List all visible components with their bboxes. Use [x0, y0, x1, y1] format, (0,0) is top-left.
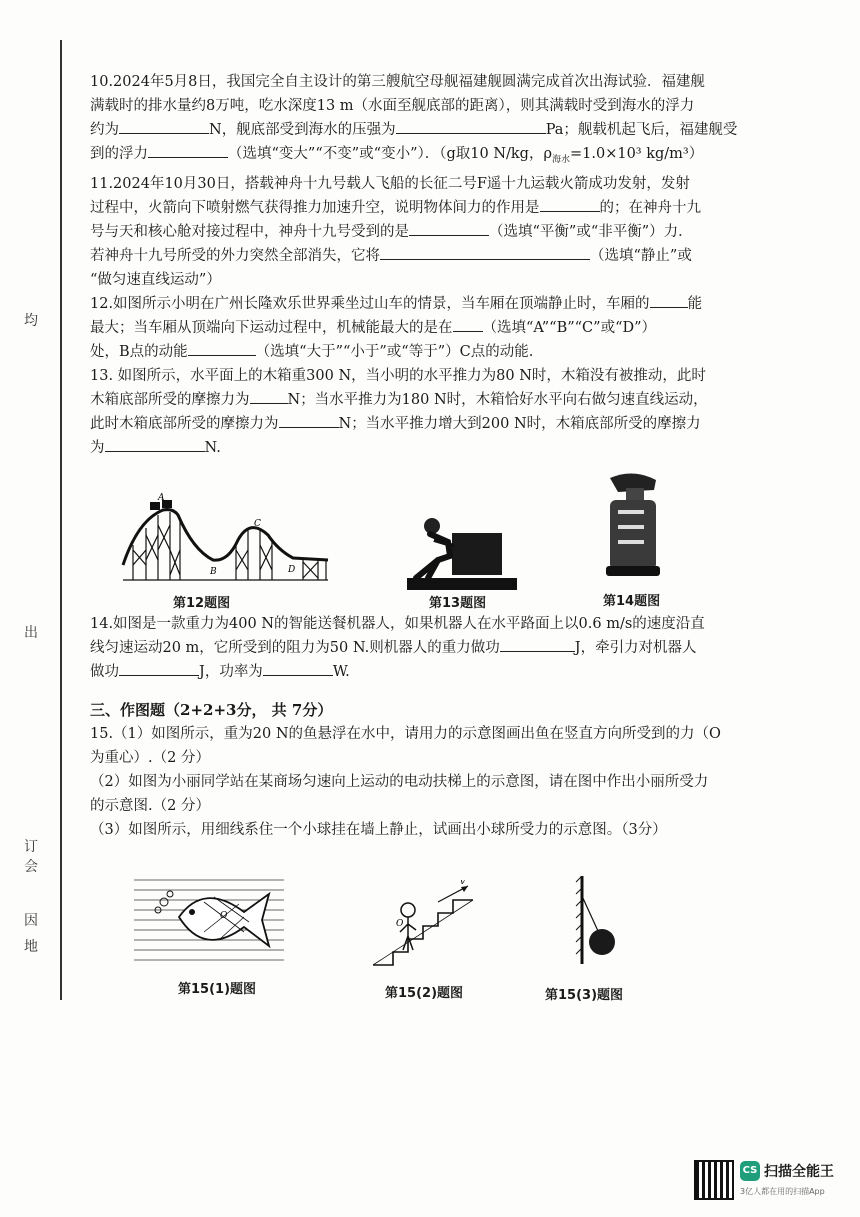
- answer-blank[interactable]: [250, 388, 288, 404]
- q15-2-line1: （2）如图为小丽同学站在某商场匀速向上运动的电动扶梯上的示意图，请在图中作出小丽所受力: [90, 774, 709, 790]
- binding-margin-line: [60, 40, 62, 1000]
- margin-char: 会: [24, 859, 38, 875]
- answer-blank[interactable]: [279, 412, 339, 428]
- question-13: [90, 364, 810, 460]
- answer-blank[interactable]: [500, 636, 575, 652]
- q13-line4: 为 N.: [90, 436, 810, 460]
- answer-blank[interactable]: [148, 142, 228, 158]
- q13-line3: 此时木箱底部所受的摩擦力为 N；当水平推力增大到200 N时，木箱底部所受的摩擦力: [90, 412, 810, 436]
- q14-line2: 线匀速运动20 m，它所受到的阻力为50 N.则机器人的重力做功 J，牵引力对机器人: [90, 636, 810, 660]
- margin-char: 订: [24, 839, 38, 855]
- q11-line4: 若神舟十九号所受的外力突然全部消失，它将 （选填“静止”或: [90, 244, 810, 268]
- cs-logo: CS: [740, 1161, 760, 1181]
- question-14: [90, 612, 810, 684]
- q11-line2: 过程中，火箭向下喷射燃气获得推力加速升空，说明物体间力的作用是 的；在神舟十九: [90, 196, 810, 220]
- figure-caption: 第14题图: [603, 594, 661, 609]
- q11-line1: 11.2024年10月30日，搭载神舟十九号载人飞船的长征二号F遥十九运载火箭成功发射，发射: [90, 175, 690, 192]
- coaster-label: A: [158, 493, 165, 503]
- question-12: [90, 292, 810, 364]
- pushing-box-figure: [402, 508, 522, 593]
- answer-blank[interactable]: [105, 436, 205, 452]
- q10-line4: 到的浮力 （选填“变大”“不变”或“变小”）．（g取10 N/kg，$\rho_{海水}=1.0\times 10^3$ kg/m³）: [90, 142, 810, 172]
- center-of-gravity-label: O: [220, 911, 228, 921]
- scanner-app-name: 扫描全能王: [764, 1164, 834, 1180]
- question-10: [90, 70, 810, 172]
- q14-line1: 14.如图是一款重力为400 N的智能送餐机器人，如果机器人在水平路面上以0.6 m/s的速度沿直: [90, 616, 705, 632]
- figure-caption: 第12题图: [173, 596, 231, 611]
- ball-on-wall-figure: [568, 876, 638, 966]
- escalator-figure: [368, 880, 483, 970]
- fish-in-water-figure: [134, 872, 284, 967]
- figure-caption: 第13题图: [429, 596, 487, 611]
- answer-blank[interactable]: [540, 196, 600, 212]
- answer-blank[interactable]: [263, 660, 333, 676]
- answer-blank[interactable]: [119, 118, 209, 134]
- figure-caption: 第15(2)题图: [385, 986, 464, 1001]
- margin-char: 均: [24, 313, 38, 329]
- q10-line3: 约为 N，舰底部受到海水的压强为 Pa；舰载机起飞后，福建舰受: [90, 118, 810, 142]
- exam-content-lower: [90, 612, 810, 842]
- answer-blank[interactable]: [119, 660, 199, 676]
- question-11: [90, 172, 810, 292]
- q15-2-line2: 的示意图.（2 分）: [90, 798, 210, 814]
- q15-3-line1: （3）如图所示，用细线系住一个小球挂在墙上静止，试画出小球所受力的示意图。（3分）: [90, 822, 667, 838]
- figure-caption: 第15(1)题图: [178, 982, 257, 997]
- margin-char: 出: [24, 625, 38, 641]
- q10-line1: 10.2024年5月8日，我国完全自主设计的第三艘航空母舰福建舰圆满完成首次出海试验．福建舰: [90, 74, 705, 90]
- margin-char: 地: [24, 939, 38, 955]
- q12-line3: 处，B点的动能 （选填“大于”“小于”或“等于”）C点的动能.: [90, 340, 810, 364]
- qr-code: [694, 1160, 734, 1200]
- scanner-tagline: 3亿人都在用的扫描App: [740, 1187, 825, 1196]
- answer-blank[interactable]: [409, 220, 489, 236]
- robot-figure: [598, 470, 668, 580]
- figure-caption: 第15(3)题图: [545, 988, 624, 1003]
- roller-coaster-figure: [118, 490, 333, 585]
- answer-blank[interactable]: [188, 340, 256, 356]
- q11-line3: 号与天和核心舱对接过程中，神舟十九号受到的是 （选填“平衡”或“非平衡”）力．: [90, 220, 810, 244]
- answer-blank[interactable]: [650, 292, 688, 308]
- q13-line1: 13. 如图所示，水平面上的木箱重300 N，当小明的水平推力为80 N时，木箱没有被推动，此时: [90, 367, 706, 384]
- section-heading: 三、作图题（2+2+3分， 共 7分）: [90, 701, 333, 719]
- coaster-label: B: [210, 567, 217, 577]
- answer-blank[interactable]: [396, 118, 546, 134]
- q11-line5: “做匀速直线运动”）: [90, 271, 221, 288]
- q14-line3: 做功 J，功率为 W.: [90, 660, 810, 684]
- margin-char: 因: [24, 913, 38, 929]
- answer-blank[interactable]: [380, 244, 590, 260]
- q12-line2: 最大；当车厢从顶端向下运动过程中，机械能最大的是在 （选填“A”“B”“C”或“D”）: [90, 316, 810, 340]
- exam-content: [90, 70, 810, 460]
- velocity-label: v: [460, 880, 466, 887]
- coaster-label: D: [288, 565, 296, 575]
- q13-line2: 木箱底部所受的摩擦力为 N；当水平推力为180 N时，木箱恰好水平向右做匀速直线运动，: [90, 388, 810, 412]
- person-label: O: [396, 919, 404, 929]
- q10-line2: 满载时的排水量约8万吨，吃水深度13 m（水面至舰底部的距离），则其满载时受到海水的浮力: [90, 98, 695, 114]
- answer-blank[interactable]: [453, 316, 483, 332]
- coaster-label: C: [254, 519, 261, 529]
- q15-1-line1: 15.（1）如图所示，重为20 N的鱼悬浮在水中，请用力的示意图画出鱼在竖直方向所受到的力（O: [90, 726, 721, 742]
- q12-line1: 12.如图所示小明在广州长隆欢乐世界乘坐过山车的情景，当车厢在顶端静止时，车厢的 能: [90, 292, 810, 316]
- q15-1-line2: 为重心）.（2 分）: [90, 750, 210, 766]
